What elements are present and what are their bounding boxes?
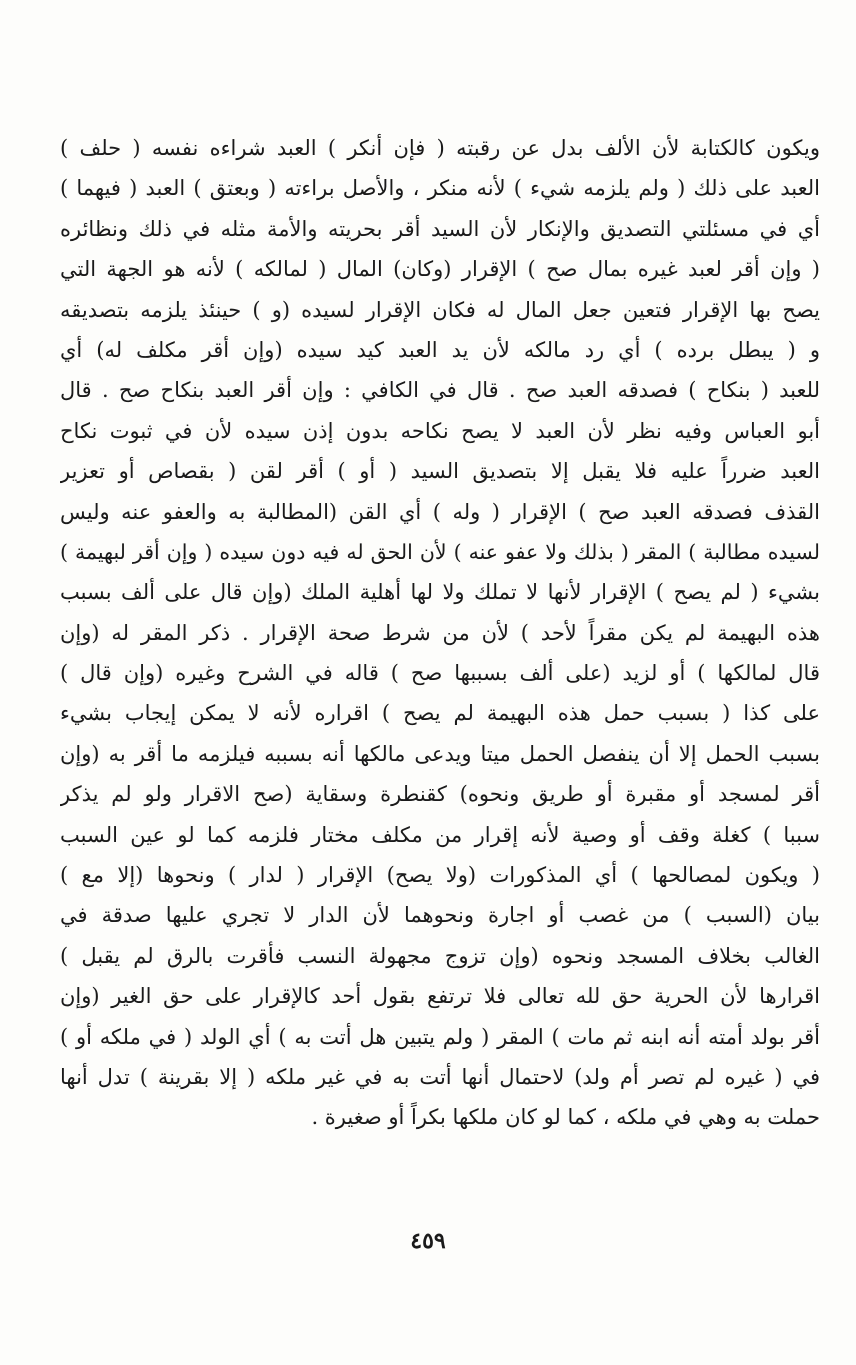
text-line: أقر بولد أمته أنه ابنه ثم مات ) المقر ( ولم يتبين هل أتت به ) أي الولد ( في ملكه أو ) — [60, 1024, 820, 1049]
text-line: في ( غيره لم تصر أم ولد) لاحتمال أنها أتت به في غير ملكه ( إلا بقرينة ) تدل أنها — [60, 1064, 820, 1089]
text-line: ( وإن أقر لعبد غيره بمال صح ) الإقرار (وكان) المال ( لمالكه ) لأنه هو الجهة التي — [60, 257, 820, 282]
text-line: سببا ) كغلة وقف أو وصية لأنه إقرار من مكلف مختار فلزمه كما لو عين السبب — [60, 822, 820, 847]
text-line: قال لمالكها ) أو لزيد (على ألف بسببها صح ) قاله في الشرح وغيره (وإن قال ) — [60, 661, 820, 686]
text-line: لسيده مطالبة ) المقر ( بذلك ولا عفو عنه ) لأن الحق له فيه دون سيده ( وإن أقر لبهيمة ) — [60, 539, 820, 564]
text-line: يصح بها الإقرار فتعين جعل المال له فكان الإقرار لسيده (و ) حينئذ يلزمه بتصديقه — [60, 297, 820, 322]
text-line: أي في مسئلتي التصديق والإنكار لأن السيد أقر بحريته والأمة مثله في ذلك ونظائره — [60, 216, 820, 241]
text-line: حملت به وهي في ملكه ، كما لو كان ملكها بكراً أو صغيرة . — [311, 1105, 820, 1130]
text-line: أبو العباس وفيه نظر لأن العبد لا يصح نكاحه بدون إذن سيده لأن في ثبوت نكاح — [60, 418, 820, 443]
text-line: ( ويكون لمصالحها ) أي المذكورات (ولا يصح) الإقرار ( لدار ) ونحوها (إلا مع ) — [60, 863, 820, 888]
text-line: ويكون كالكتابة لأن الألف بدل عن رقبته ( فإن أنكر ) العبد شراءه نفسه ( حلف ) — [60, 136, 820, 160]
text-line: القذف فصدقه العبد صح ) الإقرار ( وله ) أي القن (المطالبة به والعفو عنه وليس — [60, 499, 820, 524]
text-line: العبد على ذلك ( ولم يلزمه شيء ) لأنه منكر ، والأصل براءته ( وبعتق ) العبد ( فيهما ) — [60, 176, 820, 201]
text-line: أقر لمسجد أو مقبرة أو طريق ونحوه) كقنطرة وسقاية (صح الاقرار ولو لم يذكر — [60, 782, 820, 807]
text-line: و ( يبطل برده ) أي رد مالكه لأن يد العبد كيد سيده (وإن أقر مكلف له) أي — [60, 337, 820, 362]
text-line: بيان (السبب ) من غصب أو اجارة ونحوهما لأن الدار لا تجري عليها صدقة في — [60, 903, 820, 928]
text-line: بسبب الحمل إلا أن ينفصل الحمل ميتا ويدعى مالكها أنه بسببه فيلزمه ما أقر به (وإن — [60, 741, 820, 766]
body-text — [60, 128, 820, 1138]
text-line: هذه البهيمة لم يكن مقراً لأحد ) لأن من شرط صحة الإقرار . ذكر المقر له (وإن — [60, 620, 820, 645]
text-line: بشيء ( لم يصح ) الإقرار لأنها لا تملك ولا لها أهلية الملك (وإن قال على ألف بسبب — [60, 580, 820, 605]
text-line: للعبد ( بنكاح ) فصدقه العبد صح . قال في الكافي : وإن أقر العبد بنكاح صح . قال — [60, 378, 820, 403]
page-number: ٤٥٩ — [410, 1228, 446, 1254]
text-line: العبد ضرراً عليه فلا يقبل إلا بتصديق السيد ( أو ) أقر لقن ( بقصاص أو تعزير — [60, 459, 820, 484]
text-line: على كذا ( بسبب حمل هذه البهيمة لم يصح ) اقراره لأنه لا يمكن إيجاب بشيء — [60, 701, 820, 726]
text-line: اقرارها لأن الحرية حق لله تعالى فلا ترتفع بقول أحد كالإقرار على حق الغير (وإن — [60, 984, 820, 1009]
text-line: الغالب بخلاف المسجد ونحوه (وإن تزوج مجهولة النسب فأقرت بالرق لم يقبل ) — [60, 943, 820, 968]
